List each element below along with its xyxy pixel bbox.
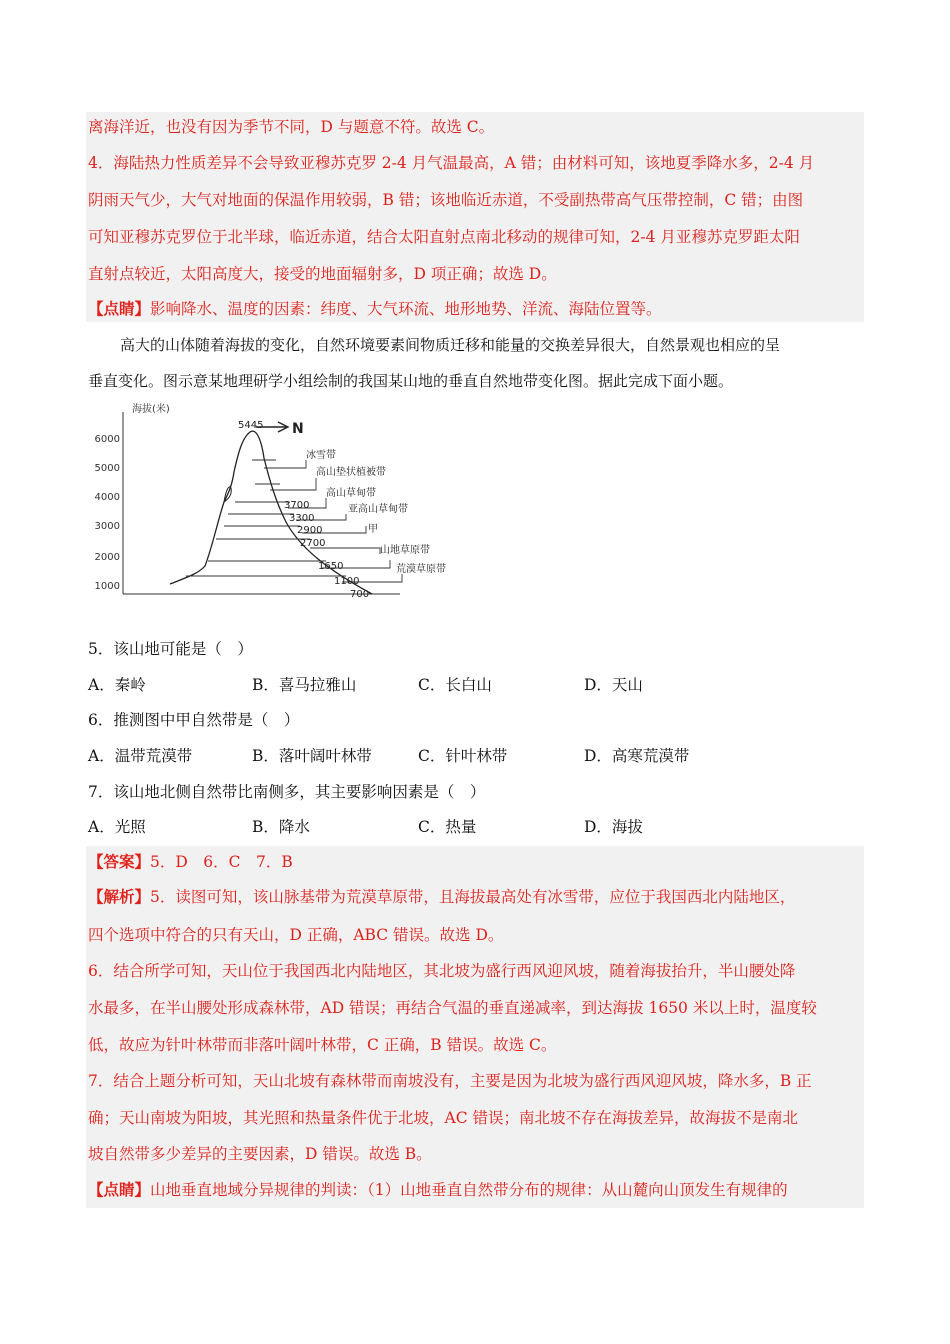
y-tick: 2000	[94, 552, 120, 563]
option-c: C．热量	[418, 818, 477, 836]
peak-elevation: 5445	[238, 420, 264, 431]
analysis-label: 【解析】	[88, 887, 151, 906]
explanation-block-1	[86, 112, 864, 322]
elevation-label: 3300	[289, 513, 315, 524]
option-d: D．天山	[584, 676, 643, 694]
y-tick: 6000	[94, 434, 120, 445]
zone-label: 高山草甸带	[326, 488, 376, 499]
question-stem: 6．推测图中甲自然带是（ ）	[88, 711, 300, 729]
zone-label: 亚高山草甸带	[348, 504, 408, 515]
answer-line	[88, 852, 293, 872]
text-line: 4．海陆热力性质差异不会导致亚穆苏克罗 2-4 月气温最高，A 错；由材料可知，该地夏季降水多，2-4 月	[88, 154, 815, 172]
option-b: B．落叶阔叶林带	[252, 747, 372, 765]
text-line: 离海洋近，也没有因为季节不同，D 与题意不符。故选 C。	[88, 118, 495, 136]
elevation-label: 1650	[318, 561, 344, 572]
text-line: 确；天山南坡为阳坡，其光照和热量条件优于北坡，AC 错误；南北坡不存在海拔差异，故海拔不是南北	[88, 1109, 798, 1127]
option-b: B．降水	[252, 818, 310, 836]
text-line: 阴雨天气少，大气对地面的保温作用较弱，B 错；该地临近赤道，不受副热带高气压带控制，C 错；由图	[88, 191, 804, 209]
analysis-text: 5．读图可知，该山脉基带为荒漠草原带，且海拔最高处有冰雪带，应位于我国西北内陆地区，	[150, 888, 796, 906]
y-tick: 4000	[94, 492, 120, 503]
zone-label: 冰雪带	[306, 450, 336, 461]
question-stem: 7．该山地北侧自然带比南侧多，其主要影响因素是（ ）	[88, 783, 486, 801]
y-tick: 3000	[94, 521, 120, 532]
text-line: 直射点较近，太阳高度大，接受的地面辐射多，D 项正确；故选 D。	[88, 265, 557, 283]
y-axis-label: 海拔(米)	[132, 404, 170, 415]
intro-line: 高大的山体随着海拔的变化，自然环境要素间物质迁移和能量的交换差异很大，自然景观也相应的呈	[120, 336, 781, 354]
tip-text: 影响降水、温度的因素：纬度、大气环流、地形地势、洋流、海陆位置等。	[150, 300, 662, 318]
zone-label: 高山垫状植被带	[316, 467, 386, 478]
text-line: 坡自然带多少差异的主要因素，D 错误。故选 B。	[88, 1145, 432, 1163]
answer-text: 5．D 6．C 7．B	[150, 853, 293, 871]
option-b: B．喜马拉雅山	[252, 676, 357, 694]
text-line: 7．结合上题分析可知，天山北坡有森林带而南坡没有，主要是因为北坡为盛行西风迎风坡，降水多，B 正	[88, 1072, 812, 1090]
option-a: A．秦岭	[88, 676, 146, 694]
zone-label: 甲	[368, 524, 378, 535]
text-line: 可知亚穆苏克罗位于北半球，临近赤道，结合太阳直射点南北移动的规律可知，2-4 月亚穆苏克罗距太阳	[88, 228, 800, 246]
zone-label: 山地草原带	[380, 545, 430, 556]
tip-label: 【点睛】	[88, 299, 151, 318]
elevation-label: 1100	[334, 576, 360, 587]
elevation-label: 3700	[284, 500, 310, 511]
question-stem: 5．该山地可能是（ ）	[88, 640, 253, 658]
elevation-label: 2900	[297, 525, 323, 536]
option-c: C．针叶林带	[418, 747, 508, 765]
mountain-zone-figure	[90, 398, 460, 608]
tip-text: 山地垂直地域分异规律的判读：（1）山地垂直自然带分布的规律：从山麓向山顶发生有规律的	[150, 1181, 788, 1199]
text-line: 6．结合所学可知，天山位于我国西北内陆地区，其北坡为盛行西风迎风坡，随着海拔抬升，半山腰处降	[88, 962, 796, 980]
elevation-label: 700	[350, 589, 370, 600]
intro-line: 垂直变化。图示意某地理研学小组绘制的我国某山地的垂直自然地带变化图。据此完成下面小题。	[88, 372, 734, 390]
zone-label: 荒漠草原带	[396, 564, 446, 575]
option-d: D．海拔	[584, 818, 643, 836]
text-line: 低，故应为针叶林带而非落叶阔叶林带，C 正确，B 错误。故选 C。	[88, 1036, 557, 1054]
analysis-line	[88, 887, 795, 907]
option-d: D．高寒荒漠带	[584, 747, 690, 765]
option-c: C．长白山	[418, 676, 492, 694]
tip-line	[88, 1180, 788, 1200]
text-line: 水最多，在半山腰处形成森林带，AD 错误；再结合气温的垂直递减率，到达海拔 1650 米以上时，温度较	[88, 999, 817, 1017]
elevation-label: 2700	[300, 538, 326, 549]
option-a: A．温带荒漠带	[88, 747, 193, 765]
answer-label: 【答案】	[88, 852, 151, 871]
y-tick: 5000	[94, 463, 120, 474]
text-line: 四个选项中符合的只有天山，D 正确，ABC 错误。故选 D。	[88, 926, 504, 944]
tip-label: 【点睛】	[88, 1180, 151, 1199]
tip-line	[88, 299, 662, 319]
north-label: N	[292, 421, 304, 437]
y-tick: 1000	[94, 581, 120, 592]
leader-line	[264, 460, 306, 468]
option-a: A．光照	[88, 818, 146, 836]
